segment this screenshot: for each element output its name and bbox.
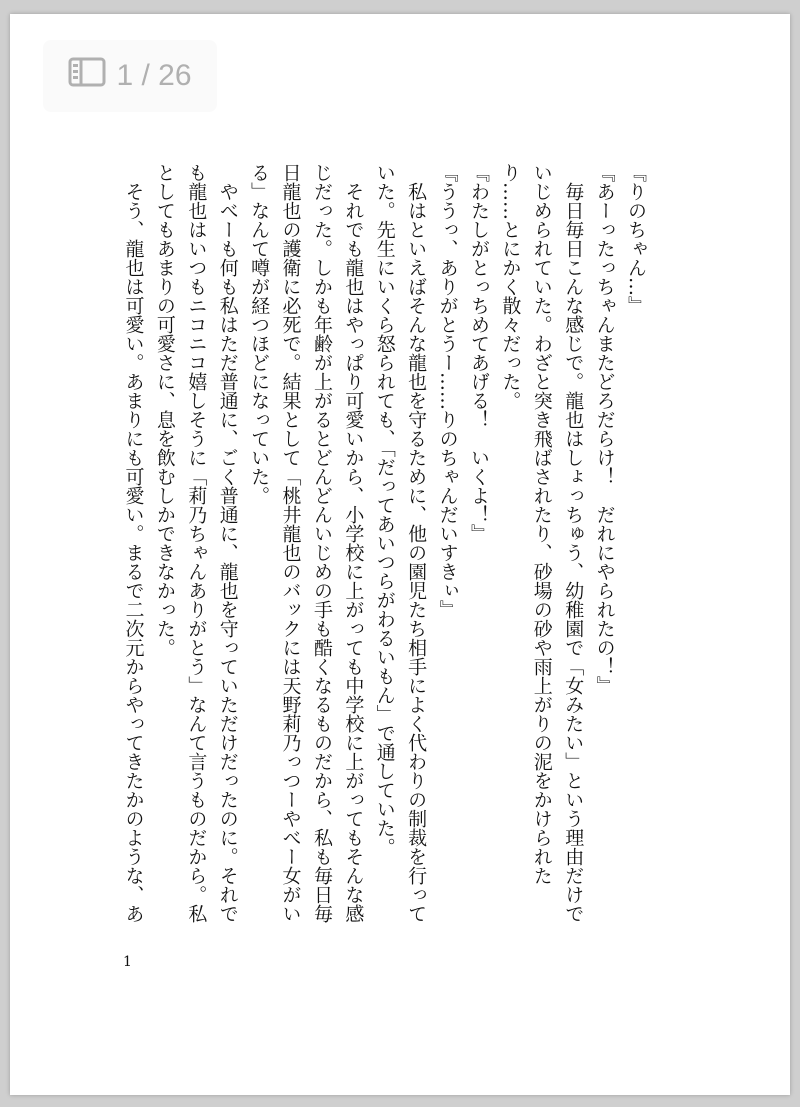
paragraph: そう、龍也は可愛い。あまりにも可愛い。まるで二次元からやってきたかのような、あ [122, 163, 145, 923]
paragraph: それでも龍也はやっぱり可愛いから、小学校に上がっても中学校に上がってもそんな感じだった。しかも年齢が上がるとどんどんいじめの手も酷くなるものだから、私も毎日毎日龍也の護衛に必死で。結果として「桃井龍也のバックには天野莉乃っつーやべー女がいる」なんて噂が経つほどになっていた。 [248, 163, 365, 923]
sidebar-icon [68, 57, 106, 95]
paragraph: 『りのちゃん…』 [625, 163, 647, 315]
paragraph: 『あーったっちゃんまたどろだらけ！ だれにやられたの！』 [593, 163, 616, 695]
page-indicator-button[interactable] [43, 40, 217, 112]
paragraph: やべーも何も私はただ普通に、ごく普通に、龍也を守っていただけだったのに。それでも龍也はいつもニコニコ嬉しそうに「莉乃ちゃんありがとう」なんて言うものだから。私としてもあまりの可愛さに、息を飲むしかできなかった。 [153, 163, 239, 923]
vertical-body-text [117, 163, 651, 923]
paragraph: 私はといえばそんな龍也を守るために、他の園児たち相手によく代わりの制裁を行っていた。先生にいくら怒られても、「だってあいつらがわるいもん」で通していた。 [373, 163, 428, 923]
page-number: 1 [123, 954, 132, 970]
paragraph: 『ううっ、ありがとうー……りのちゃんだいすきぃ』 [436, 163, 459, 619]
paragraph: 『わたしがとっちめてあげる！ いくよ！』 [467, 163, 490, 543]
page-indicator-text: 1 / 26 [116, 59, 192, 92]
document-page [10, 14, 790, 1095]
paragraph: 毎日毎日こんな感じで。龍也はしょっちゅう、幼稚園で「女みたい」という理由だけでいじめられていた。わざと突き飛ばされたり、砂場の砂や雨上がりの泥をかけられたり……とにかく散々だった。 [499, 163, 585, 923]
